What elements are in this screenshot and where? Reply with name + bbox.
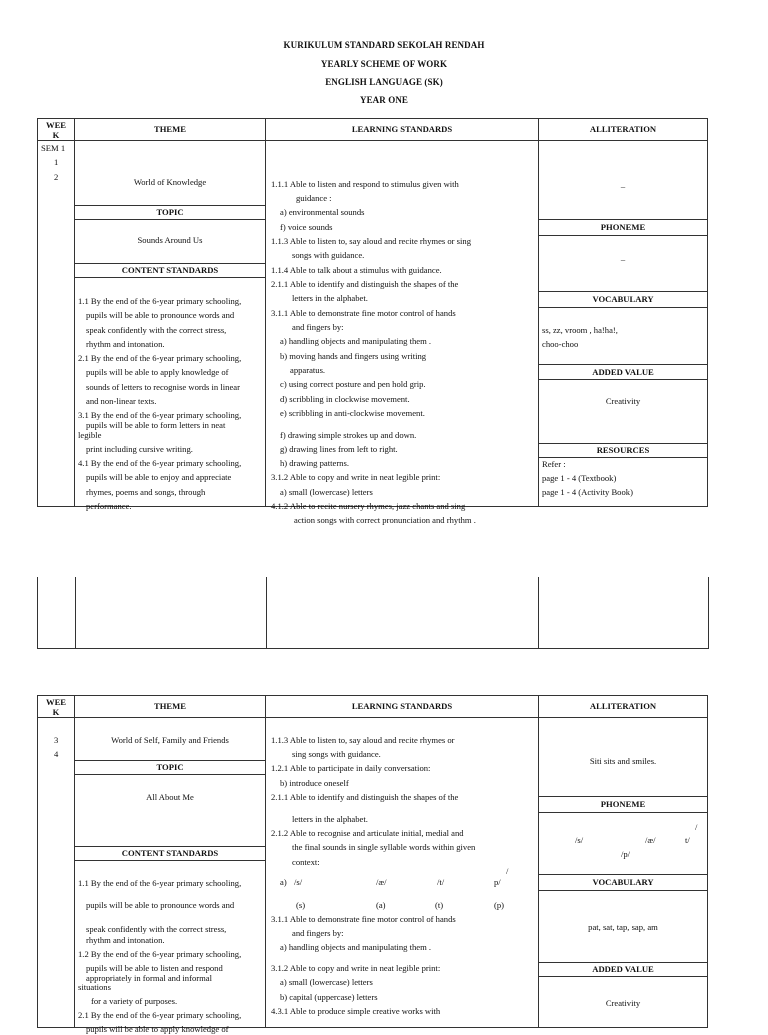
content-line: 2.1 By the end of the 6-year primary schooling, — [78, 353, 242, 363]
learning-line: d) scribbling in clockwise movement. — [280, 394, 410, 404]
learning-line: 2.1.2 Able to recognise and articulate initial, medial and — [271, 828, 464, 838]
content-line: performance. — [86, 501, 132, 511]
learning-line: c) using correct posture and pen hold grip. — [280, 379, 426, 389]
vocabulary-value: ss, zz, vroom , ha!ha!, — [542, 325, 618, 335]
learning-line: 3.1.1 Able to demonstrate fine motor control of hands — [271, 308, 456, 318]
topic-label: TOPIC — [156, 762, 184, 772]
content-line: for a variety of purposes. — [91, 996, 178, 1006]
learning-line: 3.1.2 Able to copy and write in neat legible print: — [271, 963, 441, 973]
content-line: speak confidently with the correct stress, — [86, 325, 227, 335]
sound-bullet: a) — [280, 877, 287, 887]
sound-slash: / — [506, 866, 509, 876]
content-line: rhythm and intonation. — [86, 935, 165, 945]
learning-line: 3.1.1 Able to demonstrate fine motor control of hands — [271, 914, 456, 924]
content-line: speak confidently with the correct stress, — [86, 924, 227, 934]
sound-symbol: /t/ — [437, 877, 445, 887]
learning-line: a) handling objects and manipulating them . — [280, 942, 432, 952]
learning-line: context: — [292, 857, 320, 867]
learning-line: 1.1.3 Able to listen to, say aloud and recite rhymes or — [271, 735, 455, 745]
sound-symbol: /s/ — [294, 877, 303, 887]
learning-line: apparatus. — [290, 365, 326, 375]
learning-line: 1.1.3 Able to listen to, say aloud and recite rhymes or sing — [271, 236, 472, 246]
content-line: 1.1 By the end of the 6-year primary schooling, — [78, 878, 242, 888]
resources-line: page 1 - 4 (Activity Book) — [542, 487, 633, 497]
doc-title-curriculum: KURIKULUM STANDARD SEKOLAH RENDAH — [283, 40, 485, 50]
learning-line: songs with guidance. — [292, 250, 365, 260]
phoneme-symbol: t/ — [685, 835, 690, 845]
alliteration-value: Siti sits and smiles. — [589, 756, 657, 766]
content-line: pupils will be able to pronounce words and — [86, 310, 235, 320]
learning-standards-header: LEARNING STANDARDS — [266, 119, 539, 141]
vocabulary-value: choo-choo — [542, 339, 579, 349]
content-line: legible — [78, 430, 102, 440]
learning-line: and fingers by: — [292, 928, 344, 938]
vocabulary-label: VOCABULARY — [592, 877, 654, 887]
learning-line: 2.1.1 Able to identify and distinguish the shapes of the — [271, 279, 459, 289]
content-line: situations — [78, 982, 111, 992]
week-number: 2 — [54, 172, 59, 182]
learning-standards-header: LEARNING STANDARDS — [266, 696, 539, 718]
resources-line: page 1 - 4 (Textbook) — [542, 473, 617, 483]
theme-header: THEME — [75, 696, 266, 718]
learning-line: 1.1.1 Able to listen and respond to stimulus given with — [271, 179, 459, 189]
content-line: pupils will be able to enjoy and appreciate — [86, 472, 232, 482]
vocabulary-value: pat, sat, tap, sap, am — [588, 922, 658, 932]
week-number: 4 — [54, 749, 59, 759]
content-line: print including cursive writing. — [86, 444, 193, 454]
content-line: rhymes, poems and songs, through — [86, 487, 206, 497]
learning-line: a) handling objects and manipulating them . — [280, 336, 432, 346]
content-line: appropriately in formal and informal — [86, 973, 212, 983]
learning-line: b) introduce oneself — [280, 778, 349, 788]
sound-letter: (p) — [494, 900, 505, 910]
learning-line: 4.1.2 Able to recite nursery rhymes, jazz chants and sing — [271, 501, 466, 511]
learning-line: 1.2.1 Able to participate in daily conversation: — [271, 763, 431, 773]
doc-title-year: YEAR ONE — [359, 95, 409, 105]
phoneme-label: PHONEME — [600, 222, 646, 232]
added-value-label: ADDED VALUE — [592, 367, 654, 377]
content-line: pupils will be able to listen and respond — [86, 963, 223, 973]
content-line: 1.1 By the end of the 6-year primary schooling, — [78, 296, 242, 306]
resources-line: Refer : — [542, 459, 566, 469]
doc-title-subject: ENGLISH LANGUAGE (SK) — [325, 77, 443, 87]
right-column-cell-1 — [539, 141, 708, 507]
learning-standards-cell-1 — [266, 141, 539, 525]
scheme-table-2 — [37, 695, 708, 1034]
learning-line: b) capital (uppercase) letters — [280, 992, 378, 1002]
alliteration-header: ALLITERATION — [539, 696, 708, 718]
learning-line: sing songs with guidance. — [292, 749, 381, 759]
added-value: Creativity — [605, 998, 641, 1008]
week-number: 3 — [54, 735, 59, 745]
topic-value: All About Me — [146, 792, 194, 802]
week-header: WEE K — [38, 119, 75, 141]
learning-line: b) moving hands and fingers using writing — [280, 351, 427, 361]
content-standards-label: CONTENT STANDARDS — [121, 848, 219, 858]
learning-line: guidance : — [296, 193, 332, 203]
learning-line: and fingers by: — [292, 322, 344, 332]
week-number: 1 — [54, 157, 59, 167]
added-value-label: ADDED VALUE — [592, 964, 654, 974]
sound-letter: (a) — [376, 900, 386, 910]
learning-line: letters in the alphabet. — [292, 814, 368, 824]
learning-line: a) small (lowercase) letters — [280, 977, 373, 987]
theme-value: World of Knowledge — [133, 177, 207, 187]
sound-letter: (s) — [296, 900, 306, 910]
content-line: 4.1 By the end of the 6-year primary schooling, — [78, 458, 242, 468]
theme-cell-1 — [75, 141, 266, 511]
topic-label: TOPIC — [156, 207, 184, 217]
content-line: pupils will be able to apply knowledge of — [86, 367, 229, 377]
right-column-cell-2 — [539, 718, 708, 1028]
sound-letter: (t) — [435, 900, 444, 910]
sound-symbol: /æ/ — [376, 877, 387, 887]
learning-line: 1.1.4 Able to talk about a stimulus with guidance. — [271, 265, 442, 275]
learning-line: a) environmental sounds — [280, 207, 365, 217]
learning-line: g) drawing lines from left to right. — [280, 444, 398, 454]
week-cell-2 — [38, 718, 75, 1028]
content-line: 2.1 By the end of the 6-year primary schooling, — [78, 1010, 242, 1020]
content-standards-label: CONTENT STANDARDS — [121, 265, 219, 275]
phoneme-symbol: /æ/ — [645, 835, 656, 845]
resources-label: RESOURCES — [596, 445, 650, 455]
theme-value: World of Self, Family and Friends — [111, 735, 229, 745]
content-line: pupils will be able to pronounce words and — [86, 900, 235, 910]
phoneme-symbol: /p/ — [621, 849, 631, 859]
theme-header: THEME — [75, 119, 266, 141]
semester-label: SEM 1 — [41, 143, 66, 153]
vocabulary-label: VOCABULARY — [592, 294, 654, 304]
phoneme-slash: / — [695, 822, 698, 832]
learning-line: 4.3.1 Able to produce simple creative works with — [271, 1006, 441, 1016]
doc-title-scheme: YEARLY SCHEME OF WORK — [320, 59, 448, 69]
content-line: pupils will be able to form letters in neat — [86, 420, 226, 430]
phoneme-label: PHONEME — [600, 799, 646, 809]
content-line: sounds of letters to recognise words in linear — [86, 382, 240, 392]
learning-line: e) scribbling in anti-clockwise movement. — [280, 408, 425, 418]
content-line: 3.1 By the end of the 6-year primary schooling, — [78, 410, 242, 420]
alliteration-header: ALLITERATION — [539, 119, 708, 141]
content-line: and non-linear texts. — [86, 396, 157, 406]
learning-line: letters in the alphabet. — [292, 293, 368, 303]
learning-line: 3.1.2 Able to copy and write in neat legible print: — [271, 472, 441, 482]
added-value: Creativity — [605, 396, 641, 406]
week-cell-1 — [38, 141, 75, 507]
content-line: rhythm and intonation. — [86, 339, 165, 349]
learning-standards-cell-2 — [266, 718, 539, 1028]
phoneme-value: _ — [620, 252, 626, 262]
learning-line: action songs with correct pronunciation and rhythm . — [294, 515, 476, 525]
learning-line: a) small (lowercase) letters — [280, 487, 373, 497]
content-line: pupils will be able to apply knowledge of — [86, 1024, 229, 1034]
scheme-table-1 — [37, 118, 708, 525]
learning-line: f) voice sounds — [280, 222, 333, 232]
week-header: WEE K — [38, 696, 75, 718]
learning-line: 2.1.1 Able to identify and distinguish the shapes of the — [271, 792, 459, 802]
topic-value: Sounds Around Us — [137, 235, 203, 245]
learning-line: f) drawing simple strokes up and down. — [280, 430, 417, 440]
theme-cell-2 — [75, 718, 266, 1034]
sound-symbol: p/ — [494, 877, 501, 887]
content-line: 1.2 By the end of the 6-year primary schooling, — [78, 949, 242, 959]
learning-line: h) drawing patterns. — [280, 458, 349, 468]
learning-line: the final sounds in single syllable words within given — [292, 842, 476, 852]
phoneme-symbol: /s/ — [575, 835, 584, 845]
table-continuation — [37, 577, 709, 649]
alliteration-value: _ — [620, 179, 626, 189]
